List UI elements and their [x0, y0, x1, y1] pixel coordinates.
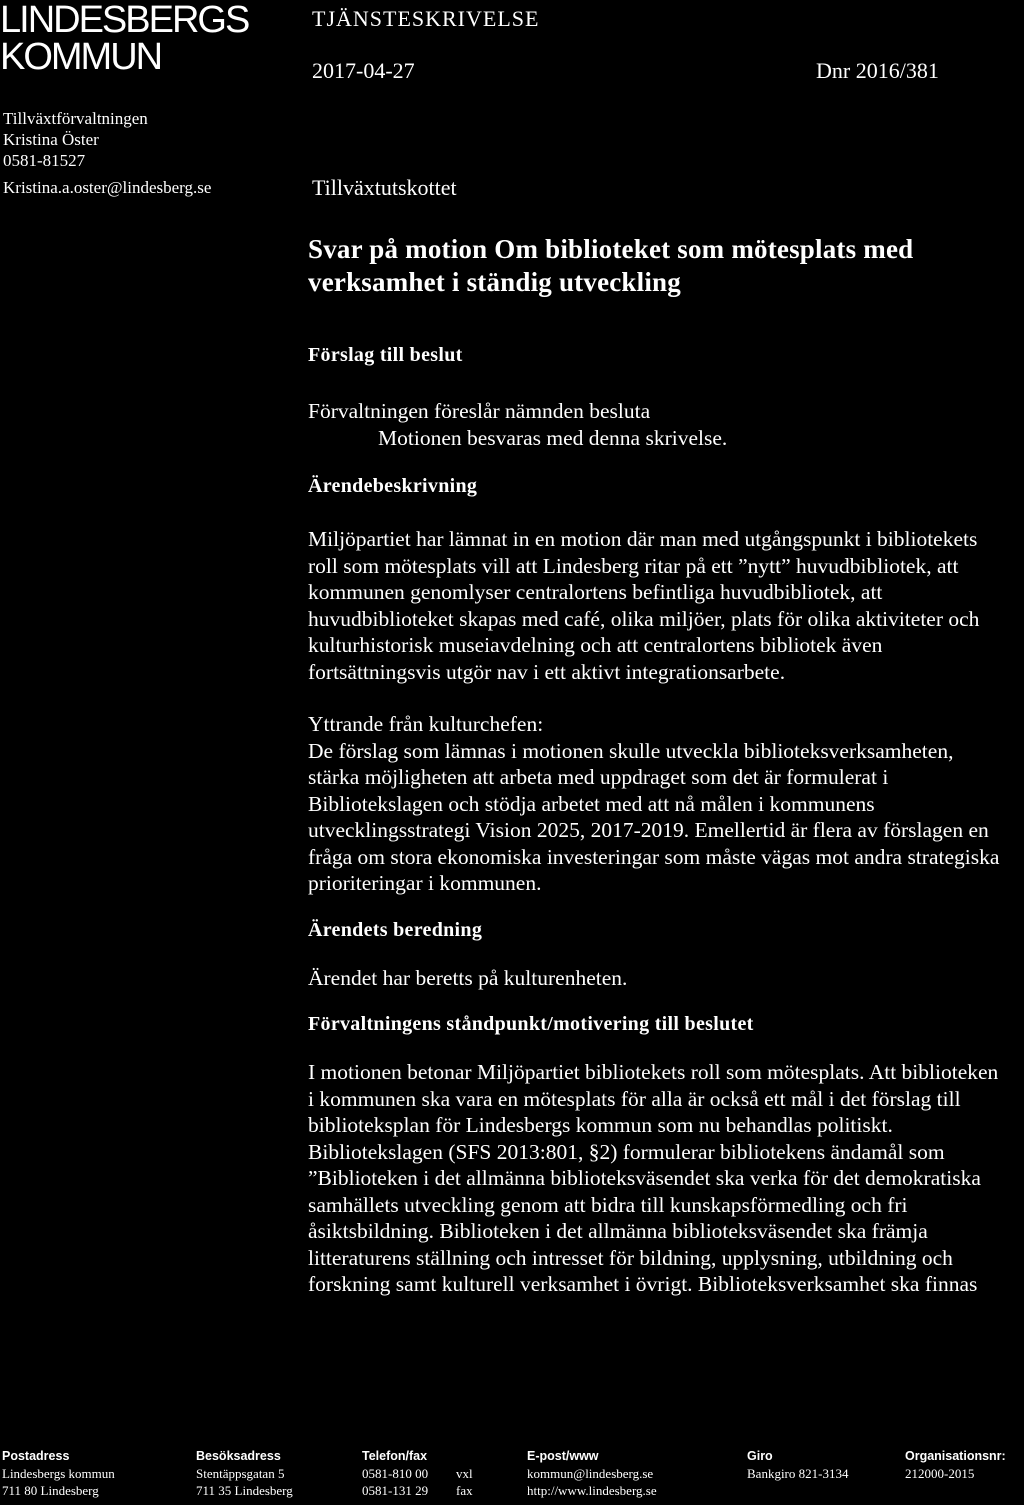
footer-giro-heading: Giro	[747, 1449, 773, 1463]
footer-phone-heading: Telefon/fax	[362, 1449, 428, 1463]
footer-email-line1[interactable]: kommun@lindesberg.se	[527, 1466, 654, 1481]
footer-postal-line2: 711 80 Lindesberg	[2, 1483, 99, 1498]
sender-email: Kristina.a.oster@lindesberg.se	[3, 178, 212, 197]
logo-line-1: LINDESBERGS	[0, 0, 249, 41]
footer-giro	[747, 1448, 848, 1482]
document-body	[308, 233, 1008, 1298]
description-heading: Ärendebeskrivning	[308, 475, 478, 497]
proposal-item: Motionen besvaras med denna skrivelse.	[378, 425, 728, 450]
footer-postal	[2, 1448, 115, 1499]
footer-org-heading: Organisationsnr:	[905, 1449, 1006, 1463]
footer-visit	[196, 1448, 293, 1499]
registration-number: Dnr 2016/381	[816, 58, 939, 83]
footer-org	[905, 1448, 1006, 1482]
preparation-heading: Ärendets beredning	[308, 918, 483, 941]
statement-label: Yttrande från kulturchefen:	[308, 712, 544, 736]
sender-department: Tillväxtförvaltningen	[3, 109, 148, 128]
document-date: 2017-04-27	[312, 58, 415, 83]
preparation-text: Ärendet har beretts på kulturenheten.	[308, 965, 628, 990]
document-title: Svar på motion Om biblioteket som mötesplats med verksamhet i ständig utveckling	[308, 234, 914, 297]
footer-org-line1: 212000-2015	[905, 1466, 975, 1481]
footer-postal-heading: Postadress	[2, 1449, 70, 1463]
recipient: Tillväxtutskottet	[312, 175, 457, 200]
footer-phone-line2-suffix: fax	[456, 1483, 473, 1498]
footer-email-heading: E-post/www	[527, 1449, 599, 1463]
document-type: TJÄNSTESKRIVELSE	[312, 6, 540, 31]
sender-block	[3, 108, 211, 198]
footer-phone-line1-suffix: vxl	[456, 1466, 473, 1481]
footer-visit-line2: 711 35 Lindesberg	[196, 1483, 293, 1498]
position-text: I motionen betonar Miljöpartiet bibliotekets roll som mötesplats. Att biblioteken i kommunen ska vara en mötesplats för alla är också ett mål i det förslag till biblioteksplan för Lindesbergs kommun som nu behandlas politiskt. Bibliotekslagen (SFS 2013:801, §2) formulerar bibliotekens ändamål som ”Biblioteken i det allmänna biblioteksväsendet ska verka för det demokratiska samhällets utveckling genom att bidra till kunskapsförmedling och fri åsiktsbildning. Biblioteken i det allmänna biblioteksväsendet ska främja litteraturens ställning och intresset för bildning, upplysning, utbildning och forskning samt kulturell verksamhet i övrigt. Biblioteksverksamhet ska finnas	[308, 1060, 999, 1296]
footer-postal-line1: Lindesbergs kommun	[2, 1466, 115, 1481]
footer-giro-line1: Bankgiro 821-3134	[747, 1466, 849, 1481]
statement-text: De förslag som lämnas i motionen skulle utveckla biblioteksverksamheten, stärka möjligheten att arbeta med uppdraget som det är formulerat i Bibliotekslagen och stödja arbetet med att nå målen i kommunens utvecklingsstrategi Vision 2025, 2017-2019. Emellertid är flera av förslagen en fråga om stora ekonomiska investeringar som måste vägas mot andra strategiska prioriteringar i kommunen.	[308, 738, 1000, 895]
footer-email	[527, 1448, 657, 1499]
description-text: Miljöpartiet har lämnat in en motion där man med utgångspunkt i bibliotekets roll som mötesplats vill att Lindesberg ritar på ett ”nytt” huvudbibliotek, att kommunen genomlyser centralortens befintliga huvudbibliotek, att huvudbiblioteket skapas med café, olika miljöer, plats för olika aktiviteter och kulturhistorisk museiavdelning och att centralortens bibliotek även fortsättningsvis utgör nav i ett aktivt integrationsarbete.	[308, 527, 980, 684]
position-heading: Förvaltningens ståndpunkt/motivering till beslutet	[308, 1013, 754, 1035]
logo-line-2: KOMMUN	[0, 36, 162, 78]
footer-phone-line1: 0581-810 00	[362, 1466, 429, 1481]
sender-name: Kristina Öster	[3, 130, 99, 149]
footer-visit-heading: Besöksadress	[196, 1449, 281, 1463]
proposal-intro: Förvaltningen föreslår nämnden besluta	[308, 399, 651, 423]
footer-phone	[362, 1448, 473, 1499]
sender-phone: 0581-81527	[3, 151, 86, 170]
footer-phone-line2: 0581-131 29	[362, 1483, 429, 1498]
footer-visit-line1: Stentäppsgatan 5	[196, 1466, 285, 1481]
proposal-heading: Förslag till beslut	[308, 344, 463, 366]
footer-website-link[interactable]: http://www.lindesberg.se	[527, 1483, 657, 1498]
municipality-logo	[0, 2, 248, 76]
